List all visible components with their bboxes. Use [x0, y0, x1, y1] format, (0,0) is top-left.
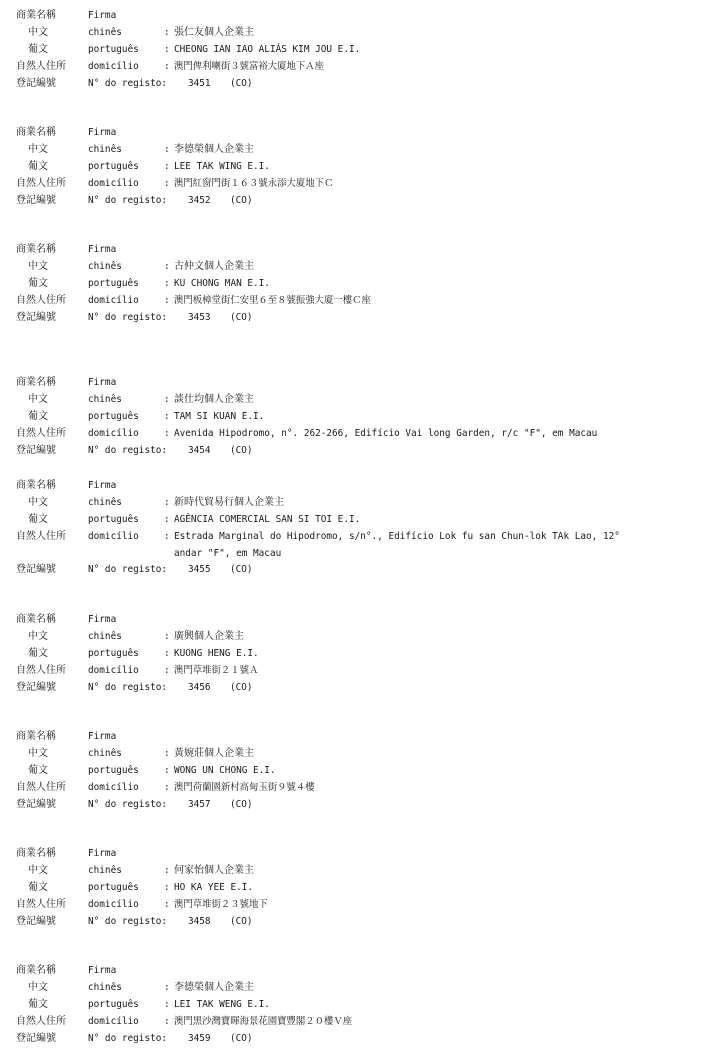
- firma-row: [16, 242, 716, 259]
- chinese-name-value: 廣興個人企業主: [174, 630, 244, 642]
- chinese-label-zh: 中文: [28, 630, 48, 642]
- registry-row: [16, 310, 716, 327]
- registry-label-pt: N° do registo:: [88, 77, 168, 89]
- registry-label-pt: N° do registo:: [88, 681, 168, 693]
- portuguese-name-value: LEE TAK WING E.I.: [174, 160, 270, 172]
- chinese-label-pt: chinês: [88, 143, 122, 155]
- firma-label-zh: 商業名稱: [16, 10, 56, 21]
- domicile-value: 澳門俾利喇街３號富裕大廈地下Ａ座: [174, 60, 325, 72]
- registry-entry: [16, 846, 716, 930]
- domicile-value: 澳門荷蘭園新村高甸玉街９號４樓: [174, 781, 315, 793]
- domicile-value: Estrada Marginal do Hipodromo, s/n°., Edifício Lok fu san Chun-lok TAk Lao, 12°: [174, 530, 620, 542]
- separator: :: [164, 981, 170, 993]
- registry-code: (CO): [230, 444, 253, 456]
- separator: :: [164, 427, 170, 439]
- firma-row: [16, 478, 716, 495]
- registry-entry: [16, 963, 716, 1047]
- domicile-label-pt: domicílio: [88, 898, 139, 910]
- registry-row: [16, 797, 716, 814]
- registry-entry: [16, 8, 716, 92]
- portuguese-label-pt: português: [88, 647, 139, 659]
- domicile-label-pt: domicílio: [88, 177, 139, 189]
- separator: :: [164, 43, 170, 55]
- domicile-label-zh: 自然人住所: [16, 781, 66, 793]
- registry-row: [16, 914, 716, 931]
- domicile-value: 澳門板樟堂街仁安里６至８號振強大廈一樓Ｃ座: [174, 294, 371, 306]
- chinese-name-value: 張仁友個人企業主: [174, 26, 254, 38]
- domicile-row: [16, 780, 716, 797]
- domicile-label-zh: 自然人住所: [16, 177, 66, 189]
- chinese-name-value: 談仕均個人企業主: [174, 393, 254, 405]
- domicile-label-zh: 自然人住所: [16, 530, 66, 542]
- chinese-name-value: 新時代貿易行個人企業主: [174, 496, 284, 508]
- separator: :: [164, 881, 170, 893]
- portuguese-name-value: KU CHONG MAN E.I.: [174, 277, 270, 289]
- portuguese-name-row: [16, 997, 716, 1014]
- firma-row: [16, 125, 716, 142]
- chinese-name-value: 李德榮個人企業主: [174, 143, 254, 155]
- firma-row: [16, 963, 716, 980]
- portuguese-label-zh: 葡文: [28, 410, 48, 422]
- separator: :: [164, 277, 170, 289]
- separator: :: [164, 294, 170, 306]
- domicile-label-pt: domicílio: [88, 427, 139, 439]
- registry-number: 3454: [188, 444, 211, 456]
- chinese-label-zh: 中文: [28, 496, 48, 508]
- separator: :: [164, 177, 170, 189]
- domicile-label-pt: domicílio: [88, 664, 139, 676]
- separator: :: [164, 143, 170, 155]
- registry-row: [16, 193, 716, 210]
- chinese-label-pt: chinês: [88, 630, 122, 642]
- domicile-label-pt: domicílio: [88, 530, 139, 542]
- portuguese-label-zh: 葡文: [28, 764, 48, 776]
- registry-entry: [16, 729, 716, 813]
- domicile-label-pt: domicílio: [88, 781, 139, 793]
- firma-label-pt: Firma: [88, 614, 117, 625]
- chinese-name-value: 古仲文個人企業主: [174, 260, 254, 272]
- firma-label-zh: 商業名稱: [16, 965, 56, 976]
- domicile-label-zh: 自然人住所: [16, 664, 66, 676]
- registry-code: (CO): [230, 564, 253, 576]
- separator: :: [164, 410, 170, 422]
- chinese-label-zh: 中文: [28, 981, 48, 993]
- registry-entry: [16, 612, 716, 696]
- separator: :: [164, 260, 170, 272]
- portuguese-name-value: HO KA YEE E.I.: [174, 881, 254, 893]
- registry-row: [16, 443, 716, 460]
- registry-code: (CO): [230, 1032, 253, 1044]
- chinese-name-row: [16, 495, 716, 512]
- firma-row: [16, 375, 716, 392]
- portuguese-label-zh: 葡文: [28, 160, 48, 172]
- registry-code: (CO): [230, 194, 253, 206]
- separator: :: [164, 998, 170, 1010]
- registry-code: (CO): [230, 798, 253, 810]
- registry-code: (CO): [230, 311, 253, 323]
- registry-number: 3457: [188, 798, 211, 810]
- firma-row: [16, 729, 716, 746]
- portuguese-label-zh: 葡文: [28, 43, 48, 55]
- separator: :: [164, 781, 170, 793]
- domicile-row: [16, 529, 716, 563]
- portuguese-name-value: WONG UN CHONG E.I.: [174, 764, 276, 776]
- registry-number: 3452: [188, 194, 211, 206]
- portuguese-name-value: AGÊNCIA COMERCIAL SAN SI TOI E.I.: [174, 513, 361, 525]
- separator: :: [164, 647, 170, 659]
- firma-label-zh: 商業名稱: [16, 614, 56, 625]
- domicile-label-zh: 自然人住所: [16, 898, 66, 910]
- domicile-row: [16, 897, 716, 914]
- separator: :: [164, 864, 170, 876]
- registry-row: [16, 680, 716, 697]
- chinese-label-zh: 中文: [28, 864, 48, 876]
- chinese-name-row: [16, 392, 716, 409]
- chinese-name-value: 李德榮個人企業主: [174, 981, 254, 993]
- portuguese-name-value: TAM SI KUAN E.I.: [174, 410, 265, 422]
- chinese-name-value: 黃婉莊個人企業主: [174, 747, 254, 759]
- registry-label-zh: 登記編號: [16, 77, 56, 89]
- firma-label-zh: 商業名稱: [16, 127, 56, 138]
- portuguese-label-zh: 葡文: [28, 277, 48, 289]
- separator: :: [164, 764, 170, 776]
- portuguese-name-row: [16, 763, 716, 780]
- firma-label-pt: Firma: [88, 127, 117, 138]
- portuguese-label-zh: 葡文: [28, 513, 48, 525]
- chinese-label-pt: chinês: [88, 981, 122, 993]
- registry-entry: [16, 125, 716, 209]
- separator: :: [164, 747, 170, 759]
- firma-row: [16, 612, 716, 629]
- chinese-label-pt: chinês: [88, 864, 122, 876]
- registry-label-zh: 登記編號: [16, 311, 56, 323]
- portuguese-name-row: [16, 159, 716, 176]
- registry-entry: [16, 375, 716, 459]
- chinese-label-pt: chinês: [88, 260, 122, 272]
- domicile-row: [16, 59, 716, 76]
- portuguese-label-pt: português: [88, 43, 139, 55]
- domicile-row: [16, 1014, 716, 1031]
- separator: :: [164, 530, 170, 542]
- domicile-row: [16, 293, 716, 310]
- chinese-name-row: [16, 980, 716, 997]
- portuguese-name-value: LEI TAK WENG E.I.: [174, 998, 270, 1010]
- firma-label-pt: Firma: [88, 848, 117, 859]
- registry-label-zh: 登記編號: [16, 194, 56, 206]
- registry-entry: [16, 478, 716, 579]
- chinese-label-zh: 中文: [28, 747, 48, 759]
- separator: :: [164, 630, 170, 642]
- chinese-label-pt: chinês: [88, 747, 122, 759]
- chinese-name-row: [16, 863, 716, 880]
- portuguese-name-value: CHEONG IAN IAO ALIÁS KIM JOU E.I.: [174, 43, 361, 55]
- registry-label-pt: N° do registo:: [88, 564, 168, 576]
- portuguese-label-pt: português: [88, 160, 139, 172]
- portuguese-label-pt: português: [88, 998, 139, 1010]
- registry-label-zh: 登記編號: [16, 444, 56, 456]
- separator: :: [164, 898, 170, 910]
- domicile-label-pt: domicílio: [88, 294, 139, 306]
- separator: :: [164, 393, 170, 405]
- registry-label-zh: 登記編號: [16, 798, 56, 810]
- chinese-label-zh: 中文: [28, 393, 48, 405]
- registry-label-pt: N° do registo:: [88, 444, 168, 456]
- chinese-name-row: [16, 629, 716, 646]
- domicile-row: [16, 426, 716, 443]
- portuguese-label-pt: português: [88, 513, 139, 525]
- chinese-label-zh: 中文: [28, 260, 48, 272]
- separator: :: [164, 513, 170, 525]
- portuguese-name-row: [16, 880, 716, 897]
- chinese-name-row: [16, 259, 716, 276]
- separator: :: [164, 26, 170, 38]
- firma-label-zh: 商業名稱: [16, 480, 56, 491]
- separator: :: [164, 496, 170, 508]
- registry-row: [16, 562, 716, 579]
- portuguese-label-pt: português: [88, 764, 139, 776]
- registry-label-zh: 登記編號: [16, 915, 56, 927]
- portuguese-name-row: [16, 409, 716, 426]
- portuguese-label-zh: 葡文: [28, 998, 48, 1010]
- registry-number: 3455: [188, 564, 211, 576]
- separator: :: [164, 60, 170, 72]
- chinese-name-row: [16, 142, 716, 159]
- firma-row: [16, 846, 716, 863]
- registry-entry: [16, 242, 716, 326]
- separator: :: [164, 664, 170, 676]
- firma-row: [16, 8, 716, 25]
- firma-label-pt: Firma: [88, 244, 117, 255]
- domicile-label-pt: domicílio: [88, 60, 139, 72]
- domicile-label-zh: 自然人住所: [16, 427, 66, 439]
- chinese-label-pt: chinês: [88, 26, 122, 38]
- domicile-label-zh: 自然人住所: [16, 60, 66, 72]
- registry-code: (CO): [230, 77, 253, 89]
- registry-label-pt: N° do registo:: [88, 798, 168, 810]
- chinese-label-pt: chinês: [88, 496, 122, 508]
- firma-label-zh: 商業名稱: [16, 244, 56, 255]
- domicile-value: 澳門紅窗門街１６３號永添大廈地下Ｃ: [174, 177, 334, 189]
- portuguese-label-pt: português: [88, 881, 139, 893]
- registry-code: (CO): [230, 915, 253, 927]
- portuguese-name-row: [16, 646, 716, 663]
- portuguese-name-value: KUONG HENG E.I.: [174, 647, 259, 659]
- chinese-label-zh: 中文: [28, 143, 48, 155]
- chinese-name-row: [16, 746, 716, 763]
- domicile-row: [16, 176, 716, 193]
- domicile-value: Avenida Hipodromo, n°. 262-266, Edifício Vai long Garden, r/c "F", em Macau: [174, 427, 598, 439]
- chinese-label-pt: chinês: [88, 393, 122, 405]
- registry-row: [16, 1031, 716, 1048]
- registry-number: 3458: [188, 915, 211, 927]
- domicile-value-continued: andar "F", em Macau: [174, 547, 282, 559]
- firma-label-pt: Firma: [88, 10, 117, 21]
- portuguese-name-row: [16, 42, 716, 59]
- portuguese-name-row: [16, 512, 716, 529]
- registry-number: 3453: [188, 311, 211, 323]
- chinese-label-zh: 中文: [28, 26, 48, 38]
- domicile-label-pt: domicílio: [88, 1015, 139, 1027]
- registry-label-zh: 登記編號: [16, 681, 56, 693]
- portuguese-label-zh: 葡文: [28, 881, 48, 893]
- registry-label-pt: N° do registo:: [88, 194, 168, 206]
- registry-number: 3456: [188, 681, 211, 693]
- firma-label-zh: 商業名稱: [16, 731, 56, 742]
- portuguese-label-pt: português: [88, 277, 139, 289]
- portuguese-name-row: [16, 276, 716, 293]
- registry-number: 3459: [188, 1032, 211, 1044]
- chinese-name-value: 何家怡個人企業主: [174, 864, 254, 876]
- registry-row: [16, 76, 716, 93]
- firma-label-pt: Firma: [88, 377, 117, 388]
- registry-label-pt: N° do registo:: [88, 311, 168, 323]
- registry-code: (CO): [230, 681, 253, 693]
- domicile-value: 澳門草堆街２１號Ａ: [174, 664, 259, 676]
- registry-label-zh: 登記編號: [16, 564, 56, 576]
- registry-label-pt: N° do registo:: [88, 1032, 168, 1044]
- domicile-value: 澳門黑沙灣寶暉海景花園寶豐閣２０樓Ｖ座: [174, 1015, 353, 1027]
- firma-label-pt: Firma: [88, 480, 117, 491]
- separator: :: [164, 160, 170, 172]
- portuguese-label-pt: português: [88, 410, 139, 422]
- domicile-row: [16, 663, 716, 680]
- portuguese-label-zh: 葡文: [28, 647, 48, 659]
- firma-label-zh: 商業名稱: [16, 848, 56, 859]
- domicile-value: 澳門草堆街２３號地下: [174, 898, 268, 910]
- registry-label-pt: N° do registo:: [88, 915, 168, 927]
- firma-label-pt: Firma: [88, 965, 117, 976]
- domicile-label-zh: 自然人住所: [16, 294, 66, 306]
- separator: :: [164, 1015, 170, 1027]
- firma-label-pt: Firma: [88, 731, 117, 742]
- registry-number: 3451: [188, 77, 211, 89]
- registry-label-zh: 登記編號: [16, 1032, 56, 1044]
- chinese-name-row: [16, 25, 716, 42]
- domicile-label-zh: 自然人住所: [16, 1015, 66, 1027]
- firma-label-zh: 商業名稱: [16, 377, 56, 388]
